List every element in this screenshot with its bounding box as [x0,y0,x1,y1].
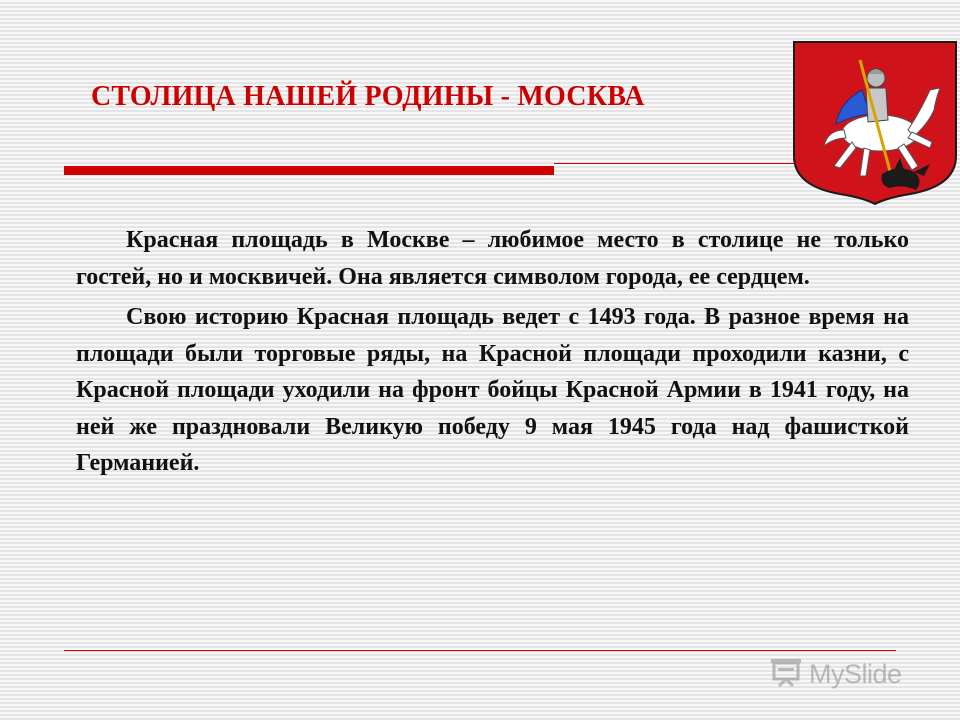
slide-title: СТОЛИЦА НАШЕЙ РОДИНЫ - МОСКВА [91,81,645,112]
watermark [769,656,902,692]
body-text [76,222,909,486]
paragraph-1: Красная площадь в Москве – любимое место в столице не только гостей, но и москвичей. Она является символом города, ее сердцем. [76,227,909,290]
title-accent-bar [64,166,554,175]
watermark-text: MySlide [809,658,902,689]
moscow-coat-of-arms-icon [790,38,960,206]
paragraph-2: Свою историю Красная площадь ведет с 1493 года. В разное время на площади были торговые ряды, на Красной площади проходили казни, с Красной площади уходили на фронт бойцы Красной Армии в 1941 году, на ней же праздновали Великую победу 9 мая 1945 года над фашисткой Германией. [76,304,909,476]
footer-line [64,650,896,651]
presentation-board-icon [769,657,803,692]
